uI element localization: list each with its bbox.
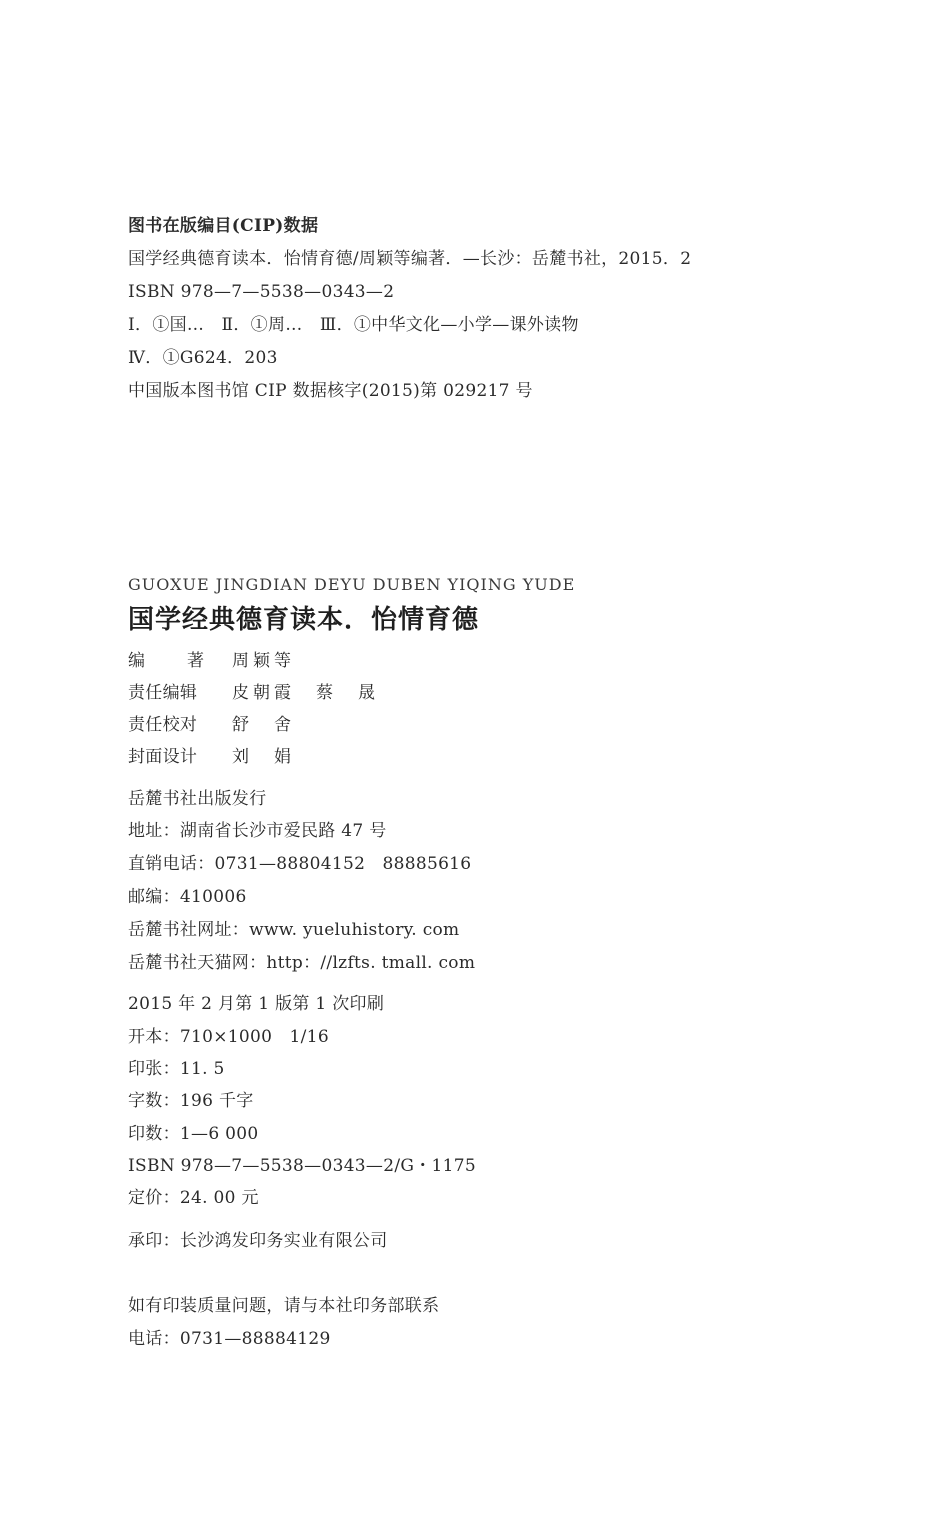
credit-label: 责任编辑 [128, 683, 198, 703]
book-title: 国学经典德育读本．怡情育德 [128, 605, 480, 635]
credit-value: 舒 舍 [232, 715, 295, 735]
credit-label: 封面设计 [128, 747, 198, 767]
cip-title: 图书在版编目(CIP)数据 [128, 216, 319, 236]
credit-value: 周颖等 [232, 651, 295, 671]
notice-phone: 电话：0731—88884129 [128, 1329, 331, 1349]
credit-row-editor [128, 682, 379, 704]
publisher-phone: 直销电话：0731—88804152 88885616 [128, 854, 472, 874]
credit-label: 编著 [128, 651, 246, 671]
print-price: 定价：24. 00 元 [128, 1188, 259, 1208]
cip-line-5: 中国版本图书馆 CIP 数据核字(2015)第 029217 号 [128, 381, 533, 401]
print-sheets: 印张：11. 5 [128, 1059, 225, 1079]
print-isbn: ISBN 978—7—5538—0343—2/G・1175 [128, 1156, 477, 1176]
cip-line-2: ISBN 978—7—5538—0343—2 [128, 282, 395, 302]
credit-label: 责任校对 [128, 715, 198, 735]
printer: 承印：长沙鸿发印务实业有限公司 [128, 1231, 388, 1251]
print-format: 开本：710×1000 1/16 [128, 1027, 329, 1047]
credit-row-author [128, 650, 295, 672]
cip-line-4: Ⅳ．①G624．203 [128, 348, 278, 368]
credit-value: 刘 娟 [232, 747, 295, 767]
credit-value: 皮朝霞 蔡 晟 [232, 683, 379, 703]
print-copies: 印数：1—6 000 [128, 1124, 259, 1144]
publisher-name: 岳麓书社出版发行 [128, 789, 267, 809]
print-words: 字数：196 千字 [128, 1091, 254, 1111]
cip-line-3: Ⅰ．①国… Ⅱ．①周… Ⅲ．①中华文化—小学—课外读物 [128, 315, 579, 335]
pinyin-title: GUOXUE JINGDIAN DEYU DUBEN YIQING YUDE [128, 575, 576, 594]
publisher-postcode: 邮编：410006 [128, 887, 247, 907]
publisher-tmall: 岳麓书社天猫网：http：//lzfts. tmall. com [128, 953, 476, 973]
credit-row-cover-design [128, 746, 295, 768]
credit-row-proofreader [128, 714, 295, 736]
notice-text: 如有印装质量问题，请与本社印务部联系 [128, 1296, 440, 1316]
cip-line-1: 国学经典德育读本．怡情育德/周颖等编著．—长沙：岳麓书社，2015．2 [128, 249, 692, 269]
print-edition: 2015 年 2 月第 1 版第 1 次印刷 [128, 994, 385, 1014]
publisher-website: 岳麓书社网址：www. yueluhistory. com [128, 920, 460, 940]
publisher-address: 地址：湖南省长沙市爱民路 47 号 [128, 821, 387, 841]
